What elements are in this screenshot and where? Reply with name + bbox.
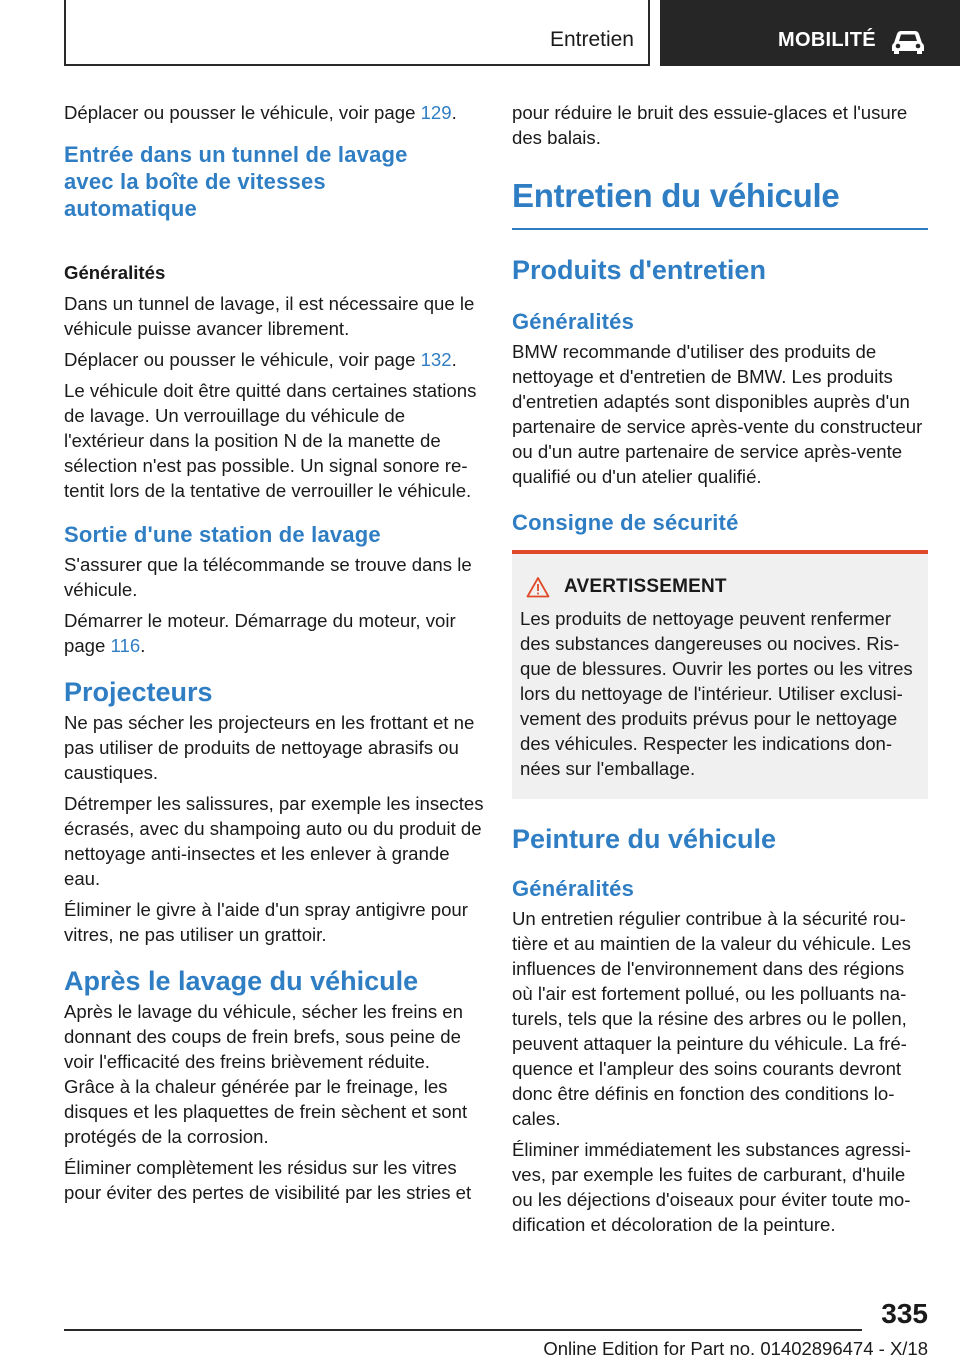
header-chapter-tab (660, 0, 960, 66)
footer-divider (64, 1329, 862, 1331)
heading-produits: Produits d'entretien (512, 255, 766, 285)
projecteurs-paragraph-3: Éliminer le givre à l'aide d'un spray antigivre pour vitres, ne pas utiliser un grattoir. (64, 899, 468, 945)
warning-text: Les produits de nettoyage peuvent renfermer des substances dangereuses ou nocives. Risque de blessures. Ouvrir les portes ou les vitres lors du nettoyage de l'intérieur. Utiliser exclusivement des produits prévus pour le nettoyage des véhicules. Respecter les indications données sur l'emballage. (520, 608, 913, 779)
warning-triangle-icon (526, 576, 550, 598)
bmw-paragraph: BMW recommande d'utiliser des produits de nettoyage et d'entretien de BMW. Les produits d'entretien adaptés sont disponibles auprès d'un partenaire de service après-vente du constructeur ou d'un autre partenaire de service après-vente qualifié ou d'un atelier qualifié. (512, 341, 923, 487)
heading-tunnel: Entrée dans un tunnel de lavage avec la boîte de vitesses automatique (64, 142, 408, 221)
heading-apres-lavage: Après le lavage du véhicule (64, 966, 419, 996)
tunnel-paragraph-2: Déplacer ou pousser le véhicule, voir page 132. (64, 349, 457, 370)
header-chapter-label: MOBILITÉ (778, 29, 876, 51)
page-link-129[interactable]: 129 (420, 102, 452, 123)
heading-generalites-peinture: Généralités (512, 876, 635, 901)
apres-paragraph-1: Après le lavage du véhicule, sécher les freins en donnant des coups de frein brefs, sous peine de voir l'efficacité des freins brièvement réduite. Grâce à la chaleur générée par le freinage, les disques et les plaquettes de frein sèchent et sont protégés de la corrosion. (64, 1001, 468, 1147)
heading-generalites-produits: Généralités (512, 309, 635, 334)
right-column (512, 100, 928, 1237)
header-section-tab (64, 0, 650, 66)
page-number: 335 (881, 1298, 928, 1329)
peinture-paragraph-1: Un entretien régulier contribue à la sécurité routière et au maintien de la valeur du véhicule. Les influences de l'environnement dans des régions où l'air est fortement pollué, ou les polluants naturels, tels que la résine des arbres ou le pollen, peuvent attaquer la peinture du véhicule. La fréquence et l'ampleur des soins courants devront donc être définis en fonction des conditions locales. (512, 908, 911, 1129)
warning-box (512, 550, 928, 799)
sortie-paragraph-2: Démarrer le moteur. Démarrage du moteur, voir page 116. (64, 610, 456, 656)
tunnel-paragraph-1: Dans un tunnel de lavage, il est nécessaire que le véhicule puisse avancer librement. (64, 293, 475, 339)
heading-entretien-vehicule: Entretien du véhicule (512, 177, 840, 214)
page-link-116[interactable]: 116 (110, 635, 141, 656)
page-header (0, 0, 960, 66)
peinture-paragraph-2: Éliminer immédiatement les substances agressives, par exemple les fuites de carburant, d'huile ou les déjections d'oiseaux pour éviter toute modification et décoloration de la peinture. (512, 1139, 911, 1235)
heading-consigne: Consigne de sécurité (512, 510, 739, 535)
heading-generalites: Généralités (64, 262, 166, 283)
heading-sortie: Sortie d'une station de lavage (64, 522, 381, 547)
sortie-paragraph-1: S'assurer que la télécommande se trouve dans le véhicule. (64, 554, 472, 600)
car-icon (890, 26, 926, 54)
footer-edition: Online Edition for Part no. 01402896474 - X/18 (543, 1338, 928, 1359)
page-link-132[interactable]: 132 (420, 349, 452, 370)
header-section-title: Entretien (549, 28, 634, 51)
warning-header (520, 576, 920, 598)
left-column (64, 100, 484, 1205)
projecteurs-paragraph-1: Ne pas sécher les projecteurs en les frottant et ne pas utiliser de produits de nettoyage abrasifs ou caustiques. (64, 712, 475, 783)
tunnel-paragraph-3: Le véhicule doit être quitté dans certaines stations de lavage. Un verrouillage du véhicule de l'extérieur dans la position N de la manette de sélection n'est pas possible. Un signal sonore retentit lors de la tentative de verrouiller le véhicule. (64, 380, 477, 501)
heading-underline (512, 228, 928, 230)
heading-peinture: Peinture du véhicule (512, 824, 777, 854)
apres-paragraph-2: Éliminer complètement les résidus sur les vitres pour éviter des pertes de visibilité par les stries et (64, 1157, 472, 1203)
heading-projecteurs: Projecteurs (64, 677, 213, 707)
continued-paragraph: pour réduire le bruit des essuie-glaces et l'usure des balais. (512, 102, 908, 148)
warning-title: AVERTISSEMENT (564, 576, 727, 597)
intro-paragraph: Déplacer ou pousser le véhicule, voir page 129. (64, 102, 457, 123)
projecteurs-paragraph-2: Détremper les salissures, par exemple les insectes écrasés, avec du shampoing auto ou du produit de nettoyage anti-insectes et les enlever à grande eau. (64, 793, 484, 889)
